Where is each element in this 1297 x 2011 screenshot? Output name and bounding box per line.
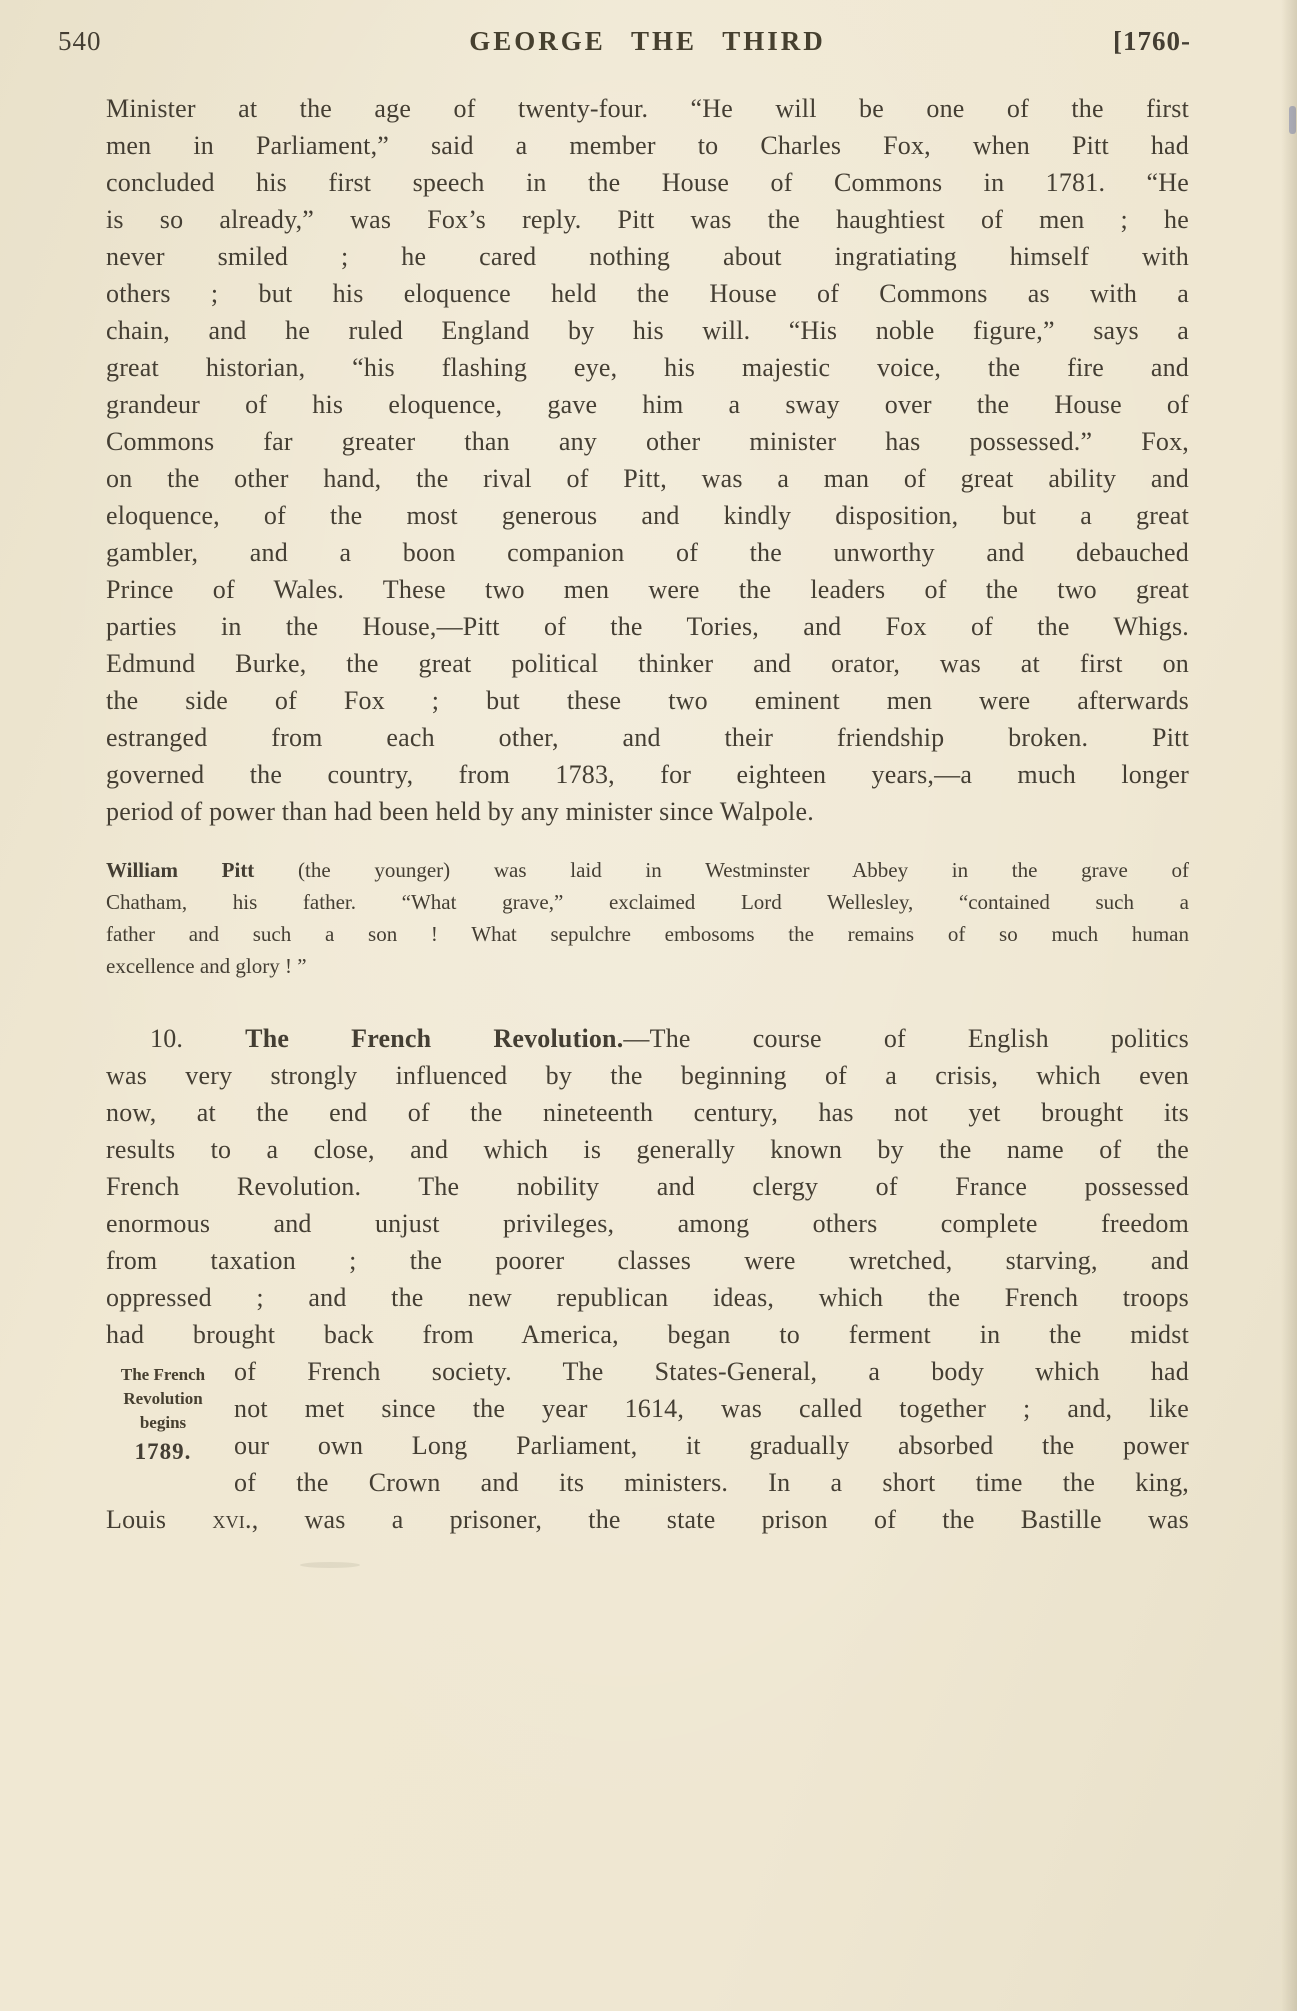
text-line: Minister at the age of twenty-four. “He will be one of the first xyxy=(106,94,1189,123)
text-line: is so already,” was Fox’s reply. Pitt was the haughtiest of men ; he xyxy=(106,205,1189,234)
text-line: parties in the House,—Pitt of the Tories, and Fox of the Whigs. xyxy=(106,612,1189,641)
text-line: never smiled ; he cared nothing about ingratiating himself with xyxy=(106,242,1189,271)
section-number: 10. xyxy=(150,1024,246,1053)
page-header xyxy=(58,26,1191,62)
sidenote-line: Revolution xyxy=(123,1389,203,1408)
text-line: estranged from each other, and their friendship broken. Pitt xyxy=(106,723,1189,752)
footnote-line: Chatham, his father. “What grave,” exclaimed Lord Wellesley, “contained such a xyxy=(106,890,1189,914)
page-number: 540 xyxy=(58,26,102,56)
text-line: Commons far greater than any other minister has possessed.” Fox, xyxy=(106,427,1189,456)
footnote-line: excellence and glory ! ” xyxy=(106,954,307,978)
header-date-note: [1760- xyxy=(1113,26,1191,56)
sidenote-line: The French xyxy=(120,1365,206,1384)
section-heading-rest: —The course of English politics xyxy=(623,1024,1189,1053)
text-line: of French society. The States-General, a body which had xyxy=(234,1357,1189,1386)
text-line: French Revolution. The nobility and clergy of France possessed xyxy=(106,1172,1189,1201)
running-title: GEORGE THE THIRD xyxy=(469,26,826,56)
text-line: grandeur of his eloquence, gave him a sway over the House of xyxy=(106,390,1189,419)
text-line: had brought back from America, began to ferment in the midst xyxy=(106,1320,1189,1349)
text-line: results to a close, and which is generally known by the name of the xyxy=(106,1135,1189,1164)
section-title: The French Revolution. xyxy=(245,1024,624,1053)
scan-artifact xyxy=(300,1562,360,1568)
marginal-note-french-revolution xyxy=(106,1353,234,1501)
text-line: from taxation ; the poorer classes were wretched, starving, and xyxy=(106,1246,1189,1275)
section-heading-line xyxy=(106,1020,1189,1057)
text-line: period of power than had been held by any minister since Walpole. xyxy=(106,797,814,826)
text-segment: , was a prisoner, the state prison of the Bastille was xyxy=(251,1505,1189,1534)
text-line: men in Parliament,” said a member to Charles Fox, when Pitt had xyxy=(106,131,1189,160)
section-french-revolution xyxy=(106,1020,1189,1538)
text-line: Prince of Wales. These two men were the leaders of the two great xyxy=(106,575,1189,604)
text-line: governed the country, from 1783, for eighteen years,—a much longer xyxy=(106,760,1189,789)
text-line: now, at the end of the nineteenth century, has not yet brought its xyxy=(106,1098,1189,1127)
footnote-william-pitt xyxy=(106,854,1189,982)
text-line: eloquence, of the most generous and kindly disposition, but a great xyxy=(106,501,1189,530)
text-line: chain, and he ruled England by his will. “His noble figure,” says a xyxy=(106,316,1189,345)
text-line: on the other hand, the rival of Pitt, was a man of great ability and xyxy=(106,464,1189,493)
text-line: not met since the year 1614, was called together ; and, like xyxy=(234,1394,1189,1423)
text-line: our own Long Parliament, it gradually absorbed the power xyxy=(234,1431,1189,1460)
footnote-text: (the younger) was laid in Westminster Abbey in the grave of xyxy=(254,858,1189,882)
sidenote-adjacent-text xyxy=(234,1353,1189,1501)
text-line xyxy=(106,1501,1189,1538)
text-line: great historian, “his flashing eye, his majestic voice, the fire and xyxy=(106,353,1189,382)
scan-artifact xyxy=(1289,106,1296,134)
text-line: Edmund Burke, the great political thinker and orator, was at first on xyxy=(106,649,1189,678)
text-line: concluded his first speech in the House of Commons in 1781. “He xyxy=(106,168,1189,197)
text-segment: Louis xyxy=(106,1505,213,1534)
sidenote-row xyxy=(106,1353,1189,1501)
text-line: of the Crown and its ministers. In a short time the king, xyxy=(234,1468,1189,1497)
footnote-line xyxy=(106,854,1189,886)
text-line: was very strongly influenced by the beginning of a crisis, which even xyxy=(106,1061,1189,1090)
text-line: gambler, and a boon companion of the unworthy and debauched xyxy=(106,538,1189,567)
text-line: oppressed ; and the new republican ideas, which the French troops xyxy=(106,1283,1189,1312)
text-line: enormous and unjust privileges, among others complete freedom xyxy=(106,1209,1189,1238)
paragraph-pitt-and-fox xyxy=(106,90,1189,830)
text-line: others ; but his eloquence held the House of Commons as with a xyxy=(106,279,1189,308)
sidenote-line: begins xyxy=(139,1413,187,1432)
footnote-lead: William Pitt xyxy=(106,858,255,882)
footnote-line: father and such a son ! What sepulchre embosoms the remains of so much human xyxy=(106,922,1189,946)
text-segment-smallcaps: xvi. xyxy=(212,1505,252,1534)
sidenote-year: 1789. xyxy=(134,1439,192,1464)
text-line: the side of Fox ; but these two eminent men were afterwards xyxy=(106,686,1189,715)
